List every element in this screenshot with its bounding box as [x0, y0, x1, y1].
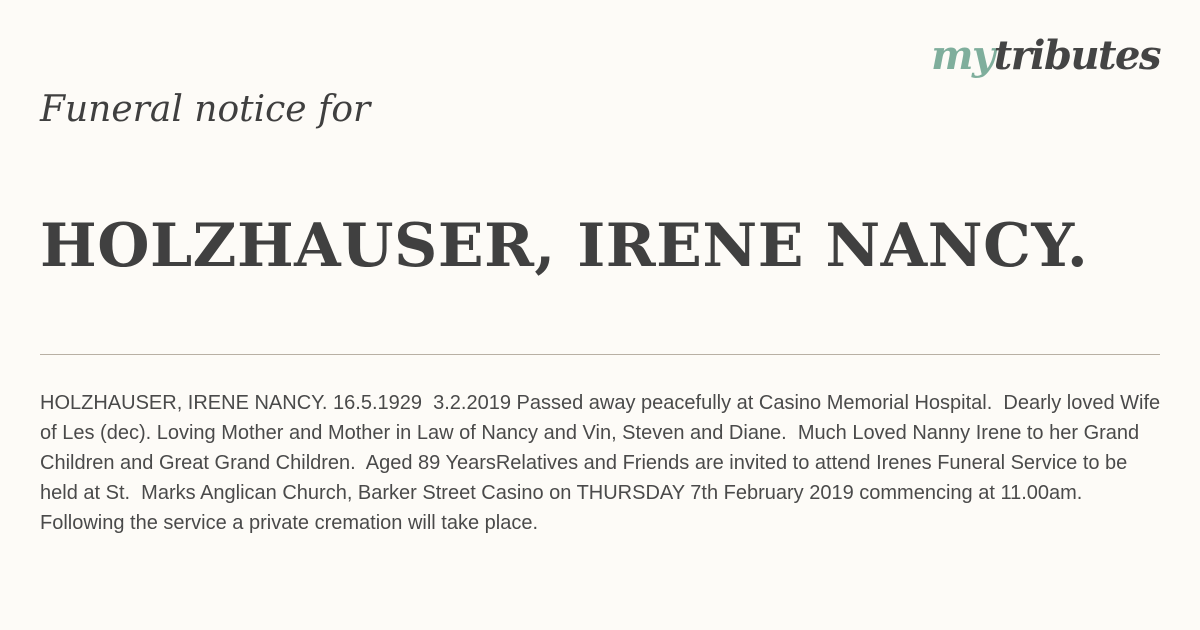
- logo-tributes: tributes: [993, 32, 1160, 79]
- notice-body: HOLZHAUSER, IRENE NANCY. 16.5.1929 3.2.2019 Passed away peacefully at Casino Memorial Hospital. Dearly loved Wife of Les (dec). Loving Mother and Mother in Law of Nancy and Vin, Steven and Diane. Much Loved Nanny Irene to her Grand Children and Great Grand Children. Aged 89 YearsRelatives and Friends are invited to attend Irenes Funeral Service to be held at St. Marks Anglican Church, Barker Street Casino on THURSDAY 7th February 2019 commencing at 11.00am. Following the service a private cremation will take place.: [40, 392, 1166, 534]
- divider: [40, 354, 1160, 355]
- mytributes-logo[interactable]: [931, 32, 1160, 79]
- notice-heading: Funeral notice for: [40, 89, 371, 130]
- logo-my: my: [931, 32, 994, 79]
- deceased-name: HOLZHAUSER, IRENE NANCY.: [40, 211, 1089, 281]
